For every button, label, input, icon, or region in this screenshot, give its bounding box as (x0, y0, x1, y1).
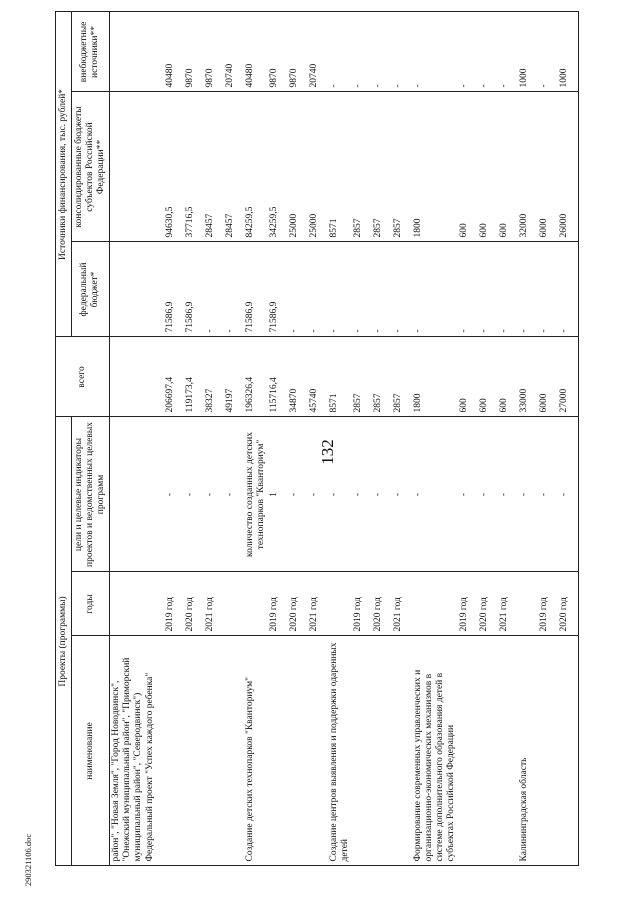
cell-federal: - (328, 242, 352, 337)
cell-year: 2021 год (204, 572, 224, 636)
cell-total: 196326,4 (244, 337, 268, 417)
cell-regional: 2857 (352, 92, 372, 242)
cell-name: район", "Новая Земля", "Город Новодвинск", "Онежский муниципальный район", "Приморский муниципальный район", "Северодвинск") (109, 636, 144, 866)
row-spacer (518, 866, 538, 892)
cell-indicator: - (412, 417, 458, 572)
cell-total: 600 (478, 337, 498, 417)
cell-indicator: - (224, 417, 244, 572)
cell-federal: - (518, 242, 538, 337)
cell-name (204, 636, 224, 866)
cell-name (478, 636, 498, 866)
cell-year: 2021 год (308, 572, 328, 636)
cell-indicator: количество созданных детских технопарков "Кванториум" (244, 417, 268, 572)
cell-year: 2020 год (478, 572, 498, 636)
cell-regional: 34259,5 (268, 92, 288, 242)
row-spacer (372, 866, 392, 892)
table-row (328, 12, 352, 892)
row-spacer (224, 866, 244, 892)
cell-total: 115716,4 (268, 337, 288, 417)
table-row (518, 12, 538, 892)
cell-total: 27000 (558, 337, 579, 417)
table-row (268, 12, 288, 892)
cell-total: 2857 (352, 337, 372, 417)
cell-federal: - (478, 242, 498, 337)
cell-year: 2020 год (288, 572, 308, 636)
cell-federal: - (538, 242, 558, 337)
cell-name (268, 636, 288, 866)
cell-name: Федеральный проект "Успех каждого ребенка" (144, 636, 164, 866)
header-federal: федеральный бюджет* (71, 242, 109, 337)
cell-indicator: - (308, 417, 328, 572)
cell-year (224, 572, 244, 636)
cell-total: 33000 (518, 337, 538, 417)
row-spacer (268, 866, 288, 892)
cell-name (458, 636, 478, 866)
row-spacer (288, 866, 308, 892)
document-code: 290321106.doc (23, 833, 33, 887)
cell-regional: 32000 (518, 92, 538, 242)
header-regional: консолидированные бюджеты субъектов Российской Федерации** (71, 92, 109, 242)
table-row (164, 12, 184, 892)
cell-federal: - (392, 242, 412, 337)
cell-federal: - (352, 242, 372, 337)
cell-federal: - (308, 242, 328, 337)
table-row (372, 12, 392, 892)
cell-extrabudget: - (352, 12, 372, 92)
cell-extrabudget: 40480 (164, 12, 184, 92)
cell-federal (109, 242, 144, 337)
cell-extrabudget (144, 12, 164, 92)
cell-regional: 8571 (328, 92, 352, 242)
cell-indicator: - (288, 417, 308, 572)
cell-name (352, 636, 372, 866)
table-row (412, 12, 458, 892)
cell-total: 119173,4 (184, 337, 204, 417)
cell-regional: 94630,5 (164, 92, 184, 242)
cell-year: 2020 год (184, 572, 204, 636)
cell-extrabudget: - (538, 12, 558, 92)
cell-federal: 71586,9 (164, 242, 184, 337)
row-spacer (458, 866, 478, 892)
cell-total: 49197 (224, 337, 244, 417)
cell-extrabudget: 40480 (244, 12, 268, 92)
row-spacer (392, 866, 412, 892)
cell-name (538, 636, 558, 866)
cell-extrabudget: - (412, 12, 458, 92)
table-row (204, 12, 224, 892)
cell-indicator: 1 (268, 417, 288, 572)
cell-extrabudget: 1000 (558, 12, 579, 92)
cell-regional: 2857 (392, 92, 412, 242)
cell-total (109, 337, 144, 417)
table-row (184, 12, 204, 892)
header-indicators: цели и целевые индикаторы проектов и ведомственных целевых программ (71, 417, 109, 572)
row-spacer (144, 866, 164, 892)
row-spacer (308, 866, 328, 892)
cell-name: Создание детских технопарков "Кванториум" (244, 636, 268, 866)
cell-extrabudget (109, 12, 144, 92)
table-header (56, 12, 110, 892)
cell-federal: - (224, 242, 244, 337)
row-spacer (478, 866, 498, 892)
row-spacer (328, 866, 352, 892)
header-spacer (71, 866, 109, 892)
cell-year (328, 572, 352, 636)
table-row (109, 12, 144, 892)
cell-federal: - (204, 242, 224, 337)
cell-indicator: - (328, 417, 352, 572)
cell-total: 600 (498, 337, 518, 417)
cell-regional (144, 92, 164, 242)
cell-name (288, 636, 308, 866)
cell-year (412, 572, 458, 636)
cell-regional: 37716,5 (184, 92, 204, 242)
cell-year: 2020 год (558, 572, 579, 636)
cell-regional: 1800 (412, 92, 458, 242)
cell-total: 34870 (288, 337, 308, 417)
cell-extrabudget: 20740 (308, 12, 328, 92)
cell-name (308, 636, 328, 866)
rotated-table-container (55, 12, 585, 892)
row-spacer (164, 866, 184, 892)
cell-extrabudget: - (328, 12, 352, 92)
cell-name (372, 636, 392, 866)
row-spacer (538, 866, 558, 892)
row-spacer (352, 866, 372, 892)
table-row (308, 12, 328, 892)
cell-indicator: - (458, 417, 478, 572)
cell-regional: 2857 (372, 92, 392, 242)
cell-total: 45740 (308, 337, 328, 417)
table-row (458, 12, 478, 892)
cell-indicator: - (392, 417, 412, 572)
table-row (144, 12, 164, 892)
header-spacer (56, 866, 72, 892)
cell-year (244, 572, 268, 636)
cell-regional: 84259,5 (244, 92, 268, 242)
cell-indicator: - (184, 417, 204, 572)
cell-year: 2021 год (498, 572, 518, 636)
cell-extrabudget: 9870 (184, 12, 204, 92)
cell-year: 2021 год (392, 572, 412, 636)
cell-total: 8571 (328, 337, 352, 417)
table-row (498, 12, 518, 892)
cell-total: 206697,4 (164, 337, 184, 417)
cell-extrabudget: 1000 (518, 12, 538, 92)
table-row (478, 12, 498, 892)
cell-year: 2020 год (372, 572, 392, 636)
header-projects-group: Проекты (программы) (56, 417, 72, 866)
cell-total: 600 (458, 337, 478, 417)
cell-year (144, 572, 164, 636)
header-total: всего (56, 337, 110, 417)
row-spacer (204, 866, 224, 892)
cell-total: 6000 (538, 337, 558, 417)
cell-federal (144, 242, 164, 337)
table-row (288, 12, 308, 892)
table-row (538, 12, 558, 892)
cell-extrabudget: - (498, 12, 518, 92)
cell-extrabudget: 9870 (204, 12, 224, 92)
cell-federal: - (288, 242, 308, 337)
cell-regional: 600 (458, 92, 478, 242)
cell-indicator: - (372, 417, 392, 572)
cell-name (498, 636, 518, 866)
cell-extrabudget: - (392, 12, 412, 92)
cell-regional: 6000 (538, 92, 558, 242)
cell-federal: 71586,9 (184, 242, 204, 337)
cell-year: 2019 год (164, 572, 184, 636)
cell-year (518, 572, 538, 636)
cell-total: 38327 (204, 337, 224, 417)
cell-name: Калининградская область (518, 636, 538, 866)
table-body (109, 12, 578, 892)
cell-extrabudget: 20740 (224, 12, 244, 92)
cell-indicator: - (518, 417, 538, 572)
cell-name (224, 636, 244, 866)
header-years: годы (71, 572, 109, 636)
cell-extrabudget: 9870 (288, 12, 308, 92)
cell-regional: 600 (478, 92, 498, 242)
row-spacer (184, 866, 204, 892)
cell-name: Создание центров выявления и поддержки одаренных детей (328, 636, 352, 866)
page-number: 132 (318, 439, 337, 465)
cell-year: 2019 год (458, 572, 478, 636)
cell-indicator: - (478, 417, 498, 572)
cell-federal: - (558, 242, 579, 337)
table-row (244, 12, 268, 892)
row-spacer (109, 866, 144, 892)
cell-indicator: - (164, 417, 184, 572)
row-spacer (244, 866, 268, 892)
cell-total: 1800 (412, 337, 458, 417)
cell-federal: - (498, 242, 518, 337)
header-extrabudget: внебюджетные источники** (71, 12, 109, 92)
cell-total: 2857 (372, 337, 392, 417)
cell-regional: 28457 (224, 92, 244, 242)
cell-federal: 71586,9 (244, 242, 268, 337)
cell-regional: 600 (498, 92, 518, 242)
cell-federal: - (412, 242, 458, 337)
cell-total: 2857 (392, 337, 412, 417)
cell-indicator: - (204, 417, 224, 572)
cell-federal: 71586,9 (268, 242, 288, 337)
cell-total (144, 337, 164, 417)
cell-indicator: - (498, 417, 518, 572)
cell-indicator: - (352, 417, 372, 572)
cell-name (164, 636, 184, 866)
cell-regional (109, 92, 144, 242)
table-row (224, 12, 244, 892)
financing-table (55, 11, 579, 892)
cell-regional: 25000 (288, 92, 308, 242)
cell-name: Формирование современных управленческих и организационно-экономических механизмов в системе дополнительного образования детей в субъектах Российской Федерации (412, 636, 458, 866)
cell-name (392, 636, 412, 866)
cell-regional: 28457 (204, 92, 224, 242)
cell-extrabudget: 9870 (268, 12, 288, 92)
cell-extrabudget: - (478, 12, 498, 92)
cell-federal: - (372, 242, 392, 337)
cell-indicator (144, 417, 164, 572)
cell-indicator: - (538, 417, 558, 572)
cell-name (184, 636, 204, 866)
cell-year: 2019 год (538, 572, 558, 636)
cell-regional: 25000 (308, 92, 328, 242)
table-row (352, 12, 372, 892)
cell-extrabudget: - (458, 12, 478, 92)
row-spacer (498, 866, 518, 892)
cell-federal: - (458, 242, 478, 337)
cell-year (109, 572, 144, 636)
cell-year: 2019 год (268, 572, 288, 636)
cell-extrabudget: - (372, 12, 392, 92)
header-name: наименование (71, 636, 109, 866)
table-row (392, 12, 412, 892)
cell-year: 2019 год (352, 572, 372, 636)
row-spacer (412, 866, 458, 892)
header-sources-group: Источники финансирования, тыс. рублей* (56, 12, 72, 337)
cell-indicator (109, 417, 144, 572)
cell-regional: 26000 (558, 92, 579, 242)
cell-name (558, 636, 579, 866)
row-spacer (558, 866, 579, 892)
cell-indicator: - (558, 417, 579, 572)
table-row (558, 12, 579, 892)
